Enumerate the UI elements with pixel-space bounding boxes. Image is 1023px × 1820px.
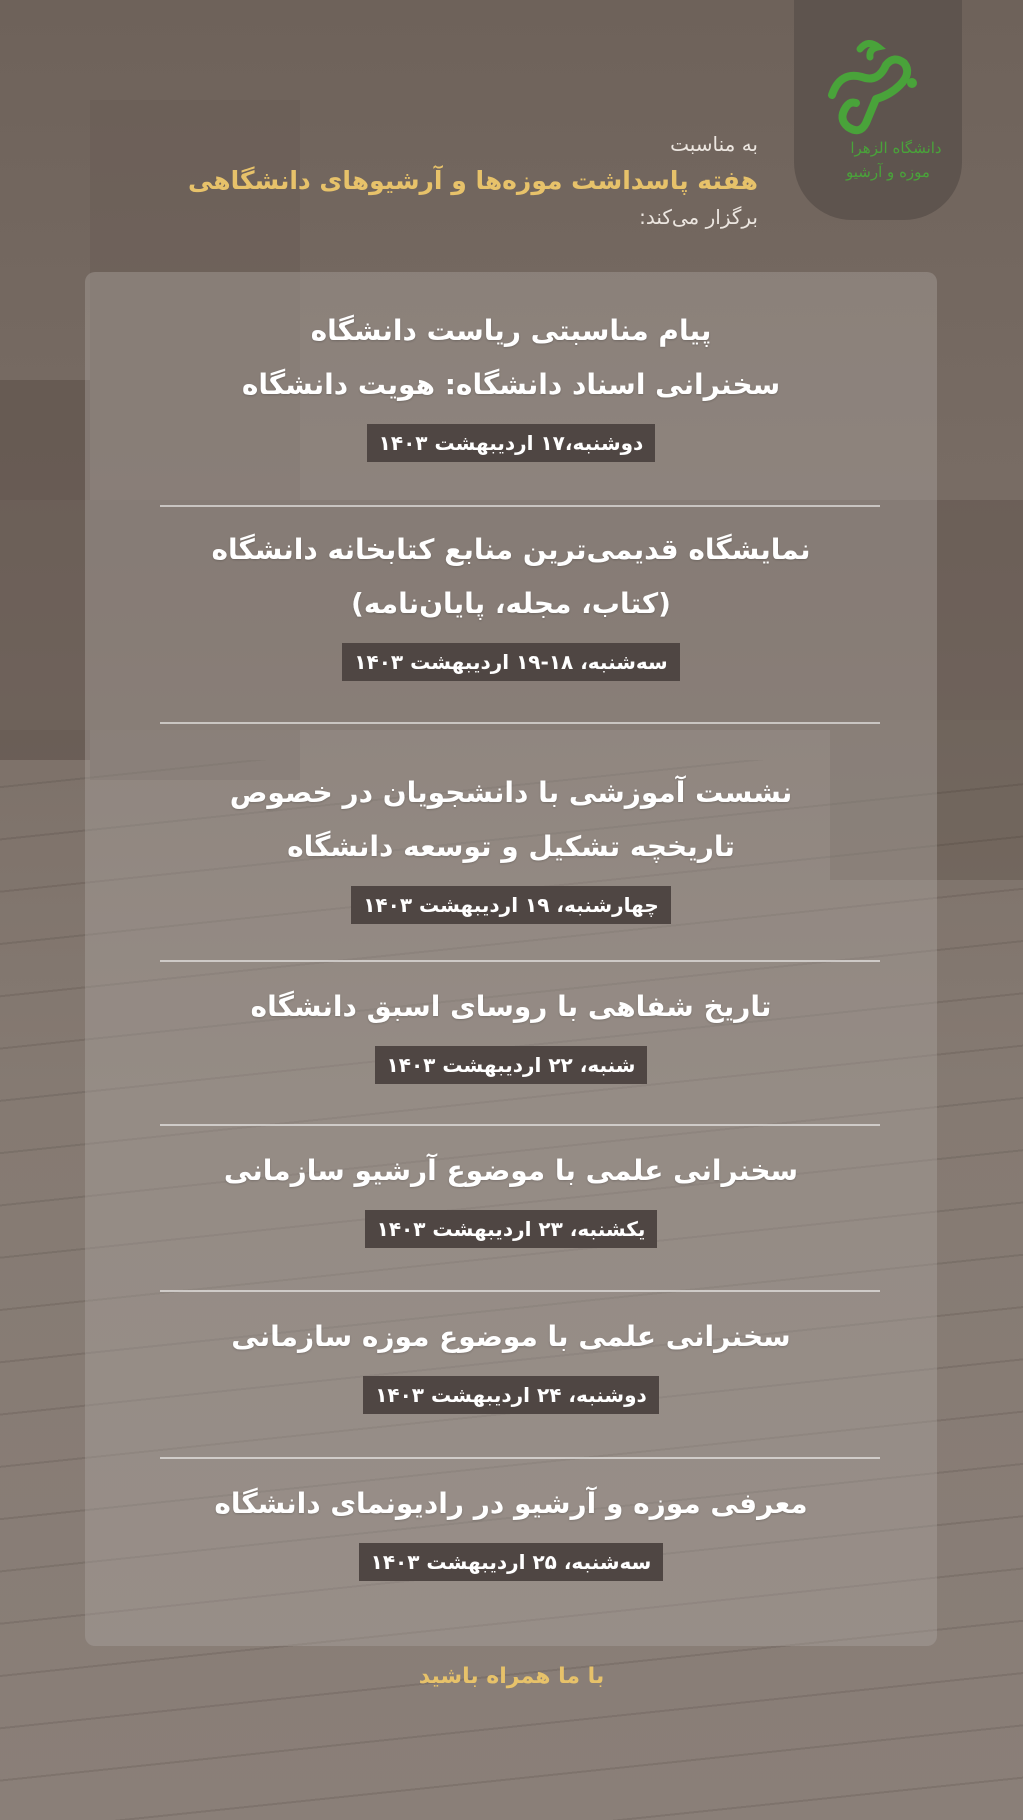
- event-item: [85, 980, 937, 1084]
- event-date: شنبه، ۲۲ اردیبهشت ۱۴۰۳: [375, 1046, 648, 1084]
- svg-text:دانشگاه الزهرا: دانشگاه الزهرا: [850, 139, 942, 157]
- event-title: سخنرانی علمی با موضوع موزه سازمانی: [231, 1320, 791, 1353]
- event-date: دوشنبه، ۲۴ اردیبهشت ۱۴۰۳: [363, 1376, 659, 1414]
- event-item: [85, 766, 937, 924]
- event-title: پیام مناسبتی ریاست دانشگاه: [310, 314, 712, 347]
- event-date: دوشنبه،۱۷ اردیبهشت ۱۴۰۳: [367, 424, 656, 462]
- svg-text:موزه و آرشیو: موزه و آرشیو: [846, 163, 930, 181]
- footer-text: با ما همراه باشید: [418, 1664, 605, 1689]
- event-title: تاریخچه تشکیل و توسعه دانشگاه: [287, 830, 735, 863]
- event-item: [85, 304, 937, 462]
- events-panel: [85, 272, 937, 1646]
- event-title: سخنرانی اسناد دانشگاه: هویت دانشگاه: [241, 368, 781, 401]
- event-title: معرفی موزه و آرشیو در رادیونمای دانشگاه: [214, 1487, 808, 1520]
- divider: [160, 1457, 880, 1459]
- divider: [160, 722, 880, 724]
- occasion-prefix: به مناسبت: [670, 132, 758, 156]
- organizer-text: برگزار می‌کند:: [639, 205, 758, 229]
- event-title: (کتاب، مجله، پایان‌نامه): [351, 587, 671, 620]
- divider: [160, 960, 880, 962]
- event-date: یکشنبه، ۲۳ اردیبهشت ۱۴۰۳: [365, 1210, 658, 1248]
- event-date: سه‌شنبه، ۲۵ اردیبهشت ۱۴۰۳: [359, 1543, 664, 1581]
- logo-icon: [808, 25, 948, 195]
- divider: [160, 1124, 880, 1126]
- event-date: سه‌شنبه، ۱۸-۱۹ اردیبهشت ۱۴۰۳: [342, 643, 679, 681]
- event-title: سخنرانی علمی با موضوع آرشیو سازمانی: [223, 1154, 799, 1187]
- event-item: [85, 1144, 937, 1248]
- event-item: [85, 1477, 937, 1581]
- occasion-title: هفته پاسداشت موزه‌ها و آرشیوهای دانشگاهی: [187, 166, 758, 195]
- divider: [160, 505, 880, 507]
- event-title: نمایشگاه قدیمی‌ترین منابع کتابخانه دانشگاه: [211, 533, 811, 566]
- event-item: [85, 523, 937, 681]
- divider: [160, 1290, 880, 1292]
- event-title: تاریخ شفاهی با روسای اسبق دانشگاه: [250, 990, 772, 1023]
- event-date: چهارشنبه، ۱۹ اردیبهشت ۱۴۰۳: [351, 886, 671, 924]
- event-title: نشست آموزشی با دانشجویان در خصوص: [229, 776, 793, 809]
- event-item: [85, 1310, 937, 1414]
- museum-archive-logo: [794, 0, 962, 220]
- intro: [188, 132, 758, 229]
